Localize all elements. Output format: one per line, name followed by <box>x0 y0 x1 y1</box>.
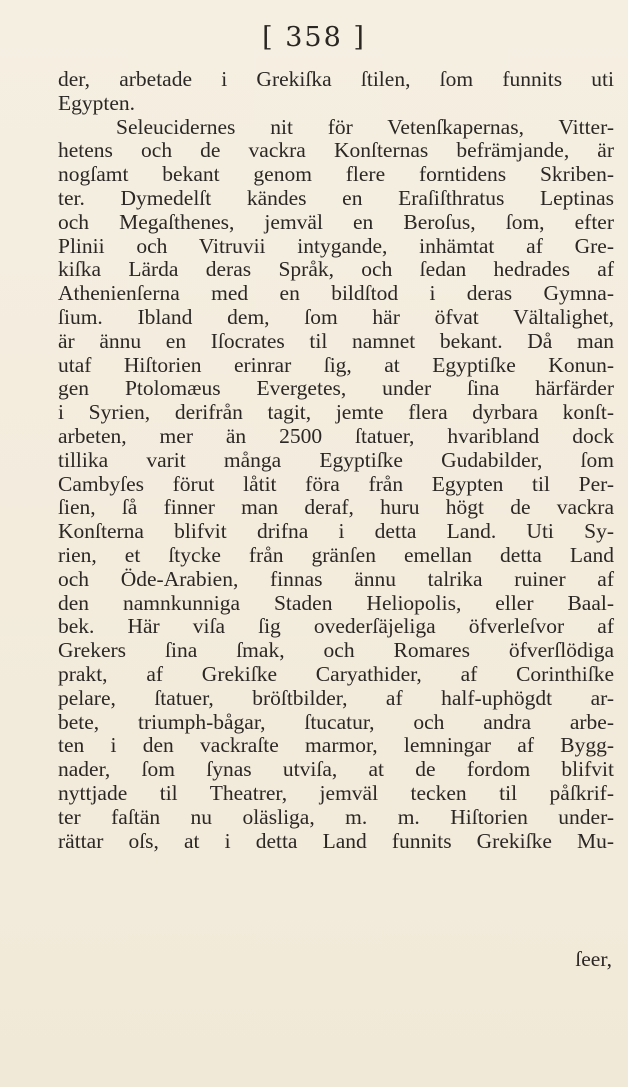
text-line: och Öde-Arabien, finnas ännu talrika ruiner af <box>58 566 614 591</box>
text-line: utaf Hiſtorien erinrar ſig, at Egyptiſke Konun- <box>58 352 614 377</box>
text-line: der, arbetade i Grekiſka ſtilen, ſom funnits uti <box>58 67 614 91</box>
text-line: nyttjade til Theatrer, jemväl tecken til påſkrif- <box>58 780 614 805</box>
text-line: prakt, af Grekiſke Caryathider, af Corinthiſke <box>58 661 614 686</box>
text-line: Egypten. <box>58 90 136 115</box>
text-line: Konſterna blifvit drifna i detta Land. Uti Sy- <box>58 519 614 544</box>
text-line: bete, triumph-bågar, ſtucatur, och andra arbe- <box>58 709 614 734</box>
text-line: ſien, ſå finner man deraf, huru högt de vackra <box>58 495 614 520</box>
text-line: ter faſtän nu oläsliga, m. m. Hiſtorien under- <box>58 804 614 829</box>
text-line: rien, et ſtycke från gränſen emellan detta Land <box>58 542 614 567</box>
text-line: i Syrien, derifrån tagit, jemte flera dyrbara konſt- <box>58 400 614 425</box>
text-line: hetens och de vackra Konſternas befrämjande, är <box>58 138 614 163</box>
body-text <box>58 68 614 853</box>
text-line: och Megaſthenes, jemväl en Beroſus, ſom, efter <box>58 209 614 234</box>
text-line: nader, ſom ſynas utviſa, at de fordom blifvit <box>58 757 614 782</box>
text-line: nogſamt bekant genom flere forntidens Skriben- <box>58 162 614 187</box>
text-line: rättar oſs, at i detta Land funnits Grekiſke Mu- <box>58 828 614 853</box>
text-line: Grekers ſina ſmak, och Romares öfverſlödiga <box>58 638 614 663</box>
text-line: ten i den vackraſte marmor, lemningar af Bygg- <box>58 733 614 758</box>
text-line: ter. Dymedelſt kändes en Eraſiſthratus Leptinas <box>58 185 614 210</box>
text-line: kiſka Lärda deras Språk, och ſedan hedrades af <box>58 257 614 282</box>
text-line: är ännu en Iſocrates til namnet bekant. Då man <box>58 328 614 353</box>
text-line: arbeten, mer än 2500 ſtatuer, hvaribland dock <box>58 423 614 448</box>
catchword: ſeer, <box>575 947 612 971</box>
text-line: Plinii och Vitruvii intygande, inhämtat af Gre- <box>58 233 614 258</box>
text-line: Cambyſes förut låtit föra från Egypten til Per- <box>58 471 614 496</box>
text-line: Seleucidernes nit för Vetenſkapernas, Vitter- <box>116 114 614 139</box>
text-line: Athenienſerna med en bildſtod i deras Gymna- <box>58 281 614 306</box>
text-line: tillika varit många Egyptiſke Gudabilder, ſom <box>58 447 614 472</box>
text-line: bek. Här viſa ſig ovederſäjeliga öfverleſvor af <box>58 614 614 639</box>
page-number: [ 358 ] <box>262 22 366 53</box>
text-line: den namnkunniga Staden Heliopolis, eller Baal- <box>58 590 614 615</box>
text-line: pelare, ſtatuer, bröſtbilder, af half-uphögdt ar- <box>58 685 614 710</box>
text-line: gen Ptolomæus Evergetes, under ſina härfärder <box>58 376 614 401</box>
text-line: ſium. Ibland dem, ſom här öfvat Vältalighet, <box>58 304 614 329</box>
